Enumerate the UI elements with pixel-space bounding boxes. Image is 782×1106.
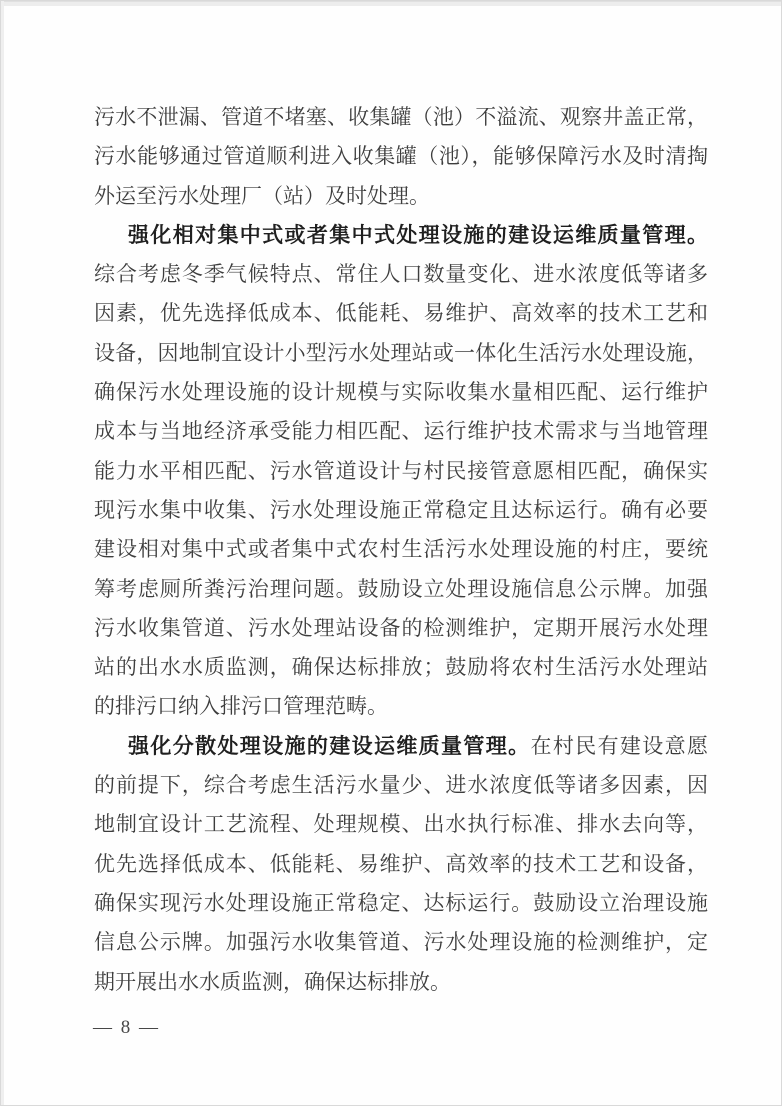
paragraph-3 — [94, 727, 708, 1002]
text-line — [94, 609, 708, 648]
line-text: 信息公示牌。加强污水收集管道、污水处理设施的检测维护，定 — [94, 930, 708, 955]
text-line — [94, 412, 708, 451]
paragraph-1 — [94, 98, 708, 216]
page-number: — 8 — — [93, 1017, 160, 1038]
section-heading: 强化相对集中式或者集中式处理设施的建设运维质量管理。 — [128, 222, 708, 247]
line-text: 站的出水水质监测，确保达标排放；鼓励将农村生活污水处理站 — [94, 655, 708, 680]
line-text: 优先选择低成本、低能耗、易维护、高效率的技术工艺和设备， — [94, 851, 708, 876]
text-line — [94, 727, 708, 766]
text-line — [94, 687, 708, 726]
line-text: 地制宜设计工艺流程、处理规模、出水执行标准、排水去向等， — [94, 812, 708, 837]
text-line — [94, 294, 708, 333]
paragraph-2 — [94, 216, 708, 727]
text-line — [94, 963, 708, 1002]
line-text: 综合考虑冬季气候特点、常住人口数量变化、进水浓度低等诸多 — [94, 262, 708, 287]
line-text: 设备，因地制宜设计小型污水处理站或一体化生活污水处理设施， — [94, 340, 708, 365]
line-text: 的前提下，综合考虑生活污水量少、进水浓度低等诸多因素，因 — [94, 773, 708, 798]
line-text: 确保污水处理设施的设计规模与实际收集水量相匹配、运行维护 — [94, 380, 708, 405]
text-line — [94, 766, 708, 805]
text-line — [94, 845, 708, 884]
text-line — [94, 648, 708, 687]
scan-edge-left — [1, 1, 4, 1105]
line-text: 污水能够通过管道顺利进入收集罐（池），能够保障污水及时清掏 — [94, 144, 708, 169]
section-heading: 强化分散处理设施的建设运维质量管理。 — [128, 733, 531, 758]
text-line — [94, 530, 708, 569]
text-line — [94, 452, 708, 491]
text-line — [94, 334, 708, 373]
text-line — [94, 570, 708, 609]
line-text: 期开展出水水质监测，确保达标排放。 — [94, 969, 451, 994]
line-text: 的排污口纳入排污口管理范畴。 — [94, 694, 388, 719]
text-line — [94, 923, 708, 962]
text-line — [94, 216, 708, 255]
line-text: 污水收集管道、污水处理站设备的检测维护，定期开展污水处理 — [94, 615, 708, 640]
line-text: 筹考虑厕所粪污治理问题。鼓励设立处理设施信息公示牌。加强 — [94, 576, 708, 601]
line-text: 确保实现污水处理设施正常稳定、达标运行。鼓励设立治理设施 — [94, 890, 708, 915]
text-line — [94, 255, 708, 294]
text-line — [94, 177, 708, 216]
text-block — [94, 98, 708, 1002]
line-text: 成本与当地经济承受能力相匹配、运行维护技术需求与当地管理 — [94, 419, 708, 444]
line-text: 能力水平相匹配、污水管道设计与村民接管意愿相匹配，确保实 — [94, 458, 708, 483]
scan-edge-top — [1, 1, 781, 6]
text-line — [94, 491, 708, 530]
line-text: 在村民有建设意愿 — [530, 733, 708, 758]
text-line — [94, 373, 708, 412]
line-text: 外运至污水处理厂（站）及时处理。 — [94, 183, 430, 208]
text-line — [94, 98, 708, 137]
line-text: 因素，优先选择低成本、低能耗、易维护、高效率的技术工艺和 — [94, 301, 708, 326]
line-text: 建设相对集中式或者集中式农村生活污水处理设施的村庄，要统 — [94, 537, 708, 562]
text-line — [94, 884, 708, 923]
line-text: 现污水集中收集、污水处理设施正常稳定且达标运行。确有必要 — [94, 497, 708, 522]
text-line — [94, 137, 708, 176]
text-line — [94, 805, 708, 844]
line-text: 污水不泄漏、管道不堵塞、收集罐（池）不溢流、观察井盖正常， — [94, 105, 708, 129]
